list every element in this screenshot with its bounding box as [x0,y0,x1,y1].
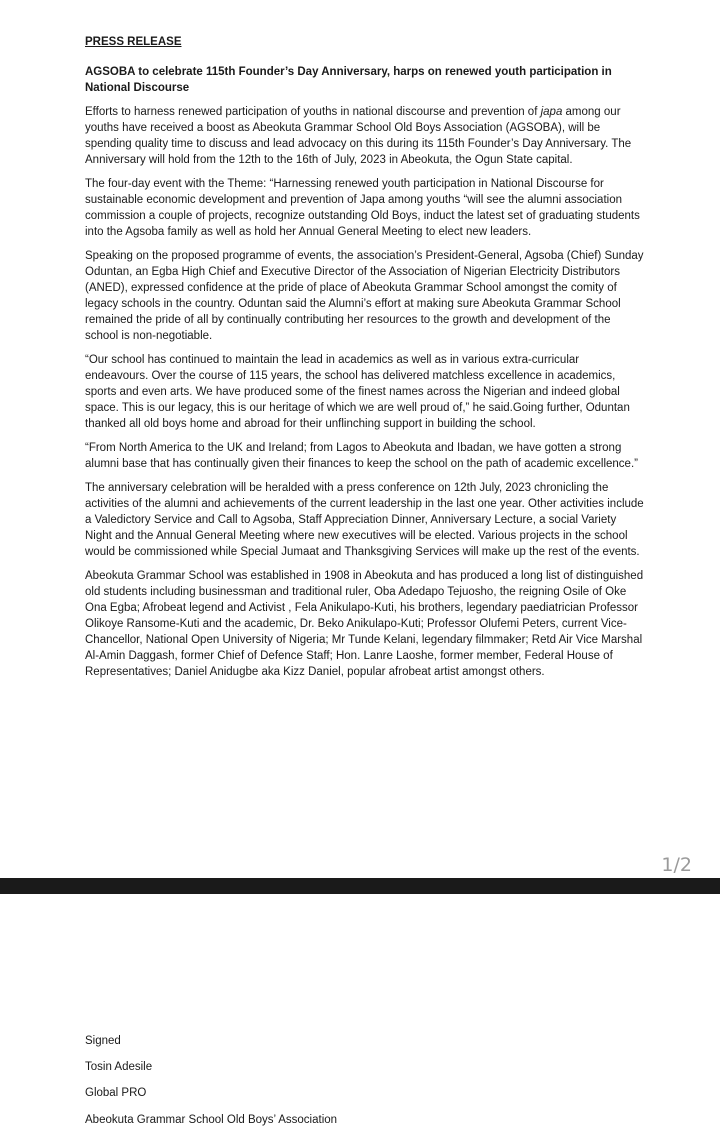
page-indicator: 1/2 [661,854,692,876]
press-release-title: AGSOBA to celebrate 115th Founder’s Day Anniversary, harps on renewed youth participation in National Discourse [85,66,612,94]
paragraph-theme: The four-day event with the Theme: “Harnessing renewed youth participation in National Discourse for sustainable economic development and prevention of Japa among youths “will see the alumni association commission a couple of projects, recognize outstanding Old Boys, induct the latest set of graduating students into the Agsoba family as well as hold her Annual General Meeting to elect new leaders. [85,178,640,238]
paragraph-intro-part-b: among our youths have received a boost as Abeokuta Grammar School Old Boys Association (AGSOBA), will be spending quality time to discuss and lead advocacy on this during its 115th Founder’s Day Anniversary. The Anniversary will hold from the 12th to the 16th of July, 2023 in Abeokuta, the Ogun State capital. [85,106,632,166]
paragraph-school-history: Abeokuta Grammar School was established in 1908 in Abeokuta and has produced a long list of distinguished old students including businessman and traditional ruler, Oba Adedapo Tejuosho, the reigning Osile of Oke Ona Egba; Afrobeat legend and Activist , Fela Anikulapo-Kuti, his brothers, legendary paediatrician Professor Olikoye Ransome-Kuti and the academic, Dr. Beko Anikulapo-Kuti; Professor Olufemi Peters, current Vice-Chancellor, National Open University of Nigeria; Mr Tunde Kelani, legendary filmmaker; Retd Air Vice Marshal Al-Amin Daggash, former Chief of Defence Staff; Hon. Lanre Laoshe, former member, Federal House of Representatives; Daniel Anidugbe aka Kizz Daniel, popular afrobeat artist amongst others. [85,570,644,678]
document-page-2 [0,894,720,1130]
signatory-name: Tosin Adesile [85,1061,153,1073]
paragraph-president-general: Speaking on the proposed programme of events, the association’s President-General, Agsoba (Chief) Sunday Oduntan, an Egba High Chief and Executive Director of the Association of Nigerian Electricity Distributors (ANED), expressed confidence at the pride of place of Abeokuta Grammar School amongst the comity of legacy schools in the country. Oduntan said the Alumni’s effort at making sure Abeokuta Grammar School remained the pride of all by continually contributing her resources to the growth and development of the school is non-negotiable. [85,250,644,342]
signatory-role: Global PRO [85,1087,147,1099]
signatory-organization: Abeokuta Grammar School Old Boys’ Association [85,1114,338,1126]
paragraph-activities: The anniversary celebration will be heralded with a press conference on 12th July, 2023 chronicling the activities of the alumni and achievements of the current leadership in the last one year. Other activities include a Valedictory Service and Call to Agsoba, Staff Appreciation Dinner, Anniversary Lecture, a social Variety Night and the Annual General Meeting where new executives will be elected. Various projects in the school would be commissioned while Special Jumaat and Thanksgiving Services will make up the rest of the events. [85,482,644,558]
paragraph-intro-part-a: Efforts to harness renewed participation of youths in national discourse and prevention of [85,106,541,118]
document-body [85,34,645,688]
paragraph-intro [85,104,645,168]
page-divider [0,878,720,894]
paragraph-quote-legacy: “Our school has continued to maintain the lead in academics as well as in various extra-curricular endeavours. Over the course of 115 years, the school has delivered matchless excellence in academics, sports and even arts. We have produced some of the finest names across the Nigerian and indeed global space. This is our legacy, this is our heritage of which we are well proud of,” he said.Going further, Oduntan thanked all old boys home and abroad for their unflinching support in building the school. [85,354,630,430]
signed-label: Signed [85,1035,121,1047]
paragraph-quote-alumni-base: “From North America to the UK and Ireland; from Lagos to Abeokuta and Ibadan, we have gotten a strong alumni base that has continually given their finances to keep the school on the path of academic excellence.” [85,442,638,470]
japa-term: japa [540,106,563,118]
press-release-heading: PRESS RELEASE [85,36,182,48]
